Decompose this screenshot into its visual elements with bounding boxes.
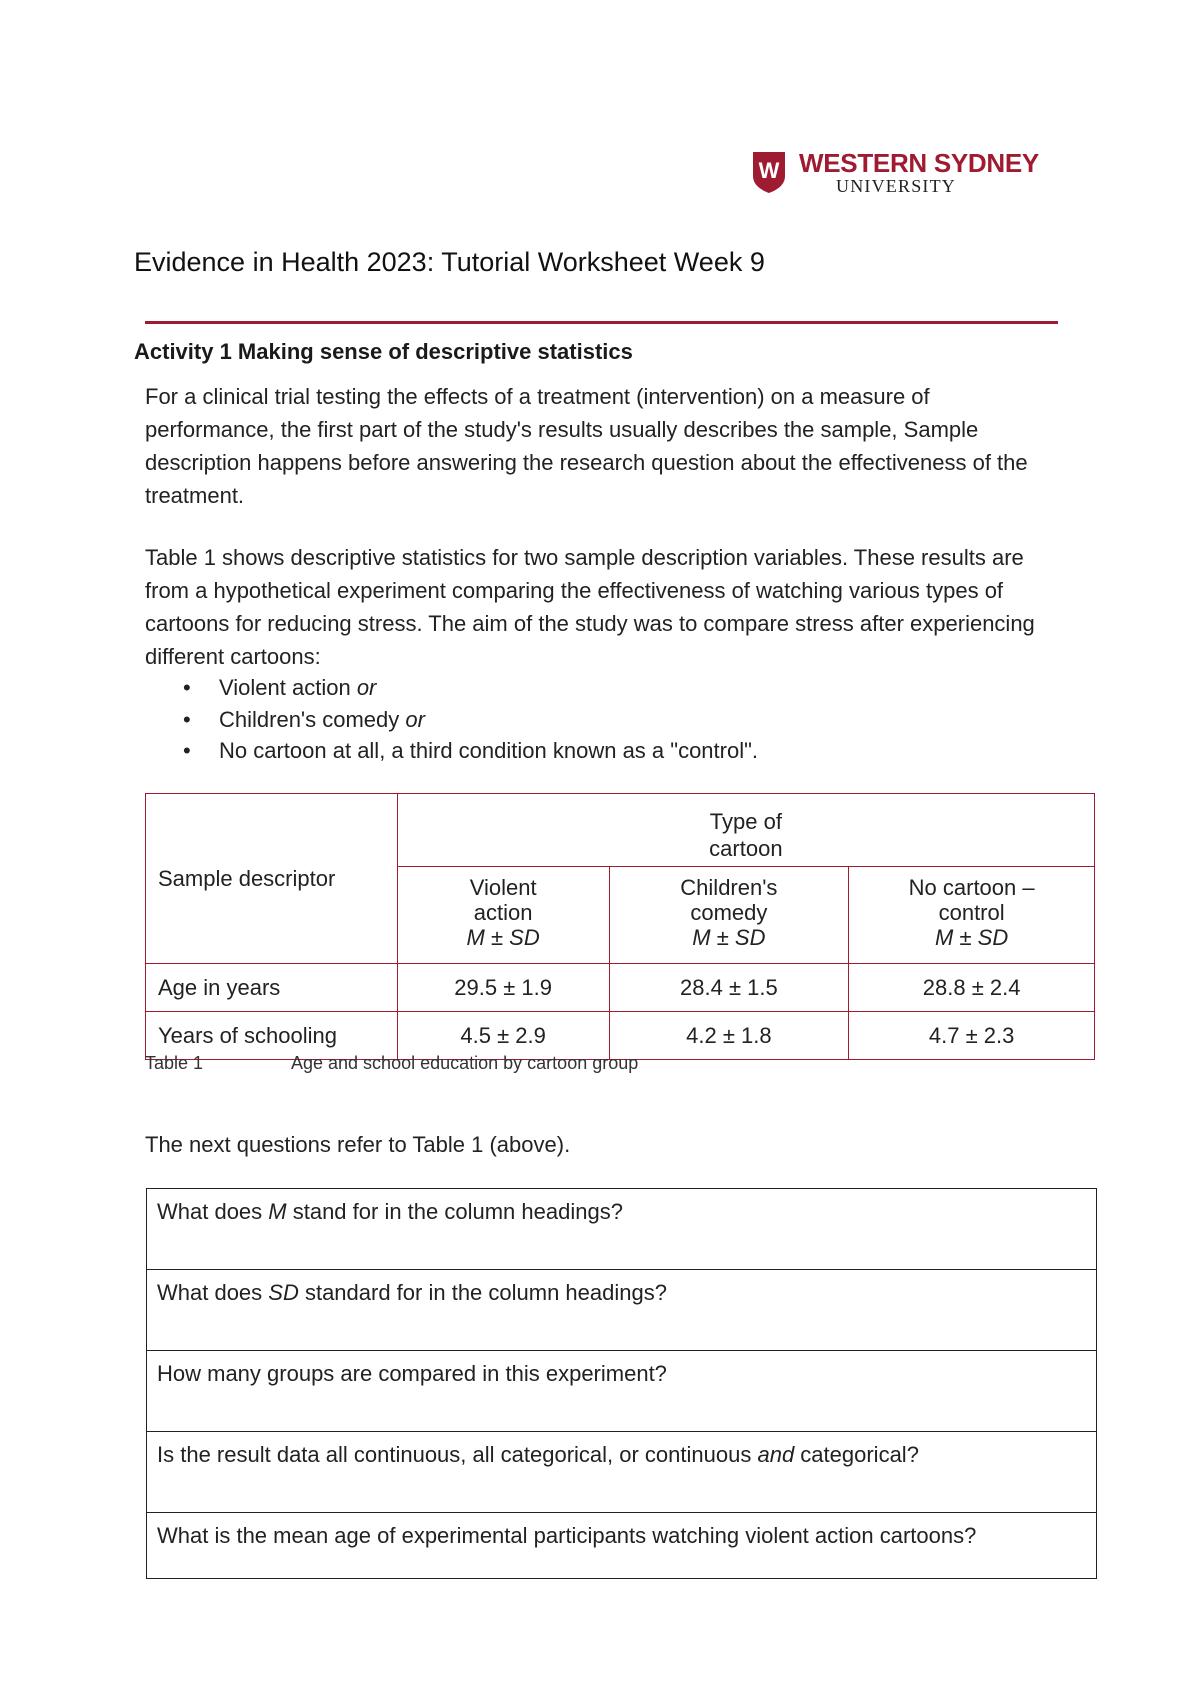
question-cell[interactable]: How many groups are compared in this experiment? [147, 1351, 1097, 1432]
logo-wordmark: WESTERN SYDNEY [799, 148, 1039, 178]
caption-label: Table 1 [145, 1053, 204, 1073]
table-cell: 29.5 ± 1.9 [397, 964, 609, 1012]
logo-subtitle: UNIVERSITY [836, 176, 956, 196]
question-cell[interactable]: What does M stand for in the column headings? [147, 1189, 1097, 1270]
row-label: Age in years [146, 964, 398, 1012]
university-logo [751, 150, 1039, 196]
question-cell[interactable]: What does SD standard for in the column headings? [147, 1270, 1097, 1351]
table-caption [145, 1053, 639, 1074]
column-header-comedy: Children's comedy M ± SD [609, 867, 849, 964]
table-row [147, 1351, 1097, 1432]
activity-heading: Activity 1 Making sense of descriptive statistics [134, 339, 633, 364]
table-row [147, 1513, 1097, 1579]
table-row [146, 964, 1095, 1012]
title-divider [145, 321, 1058, 324]
questions-intro: The next questions refer to Table 1 (above). [145, 1132, 571, 1157]
condition-list [145, 672, 758, 767]
table-row [147, 1432, 1097, 1513]
descriptor-header: Sample descriptor [146, 794, 398, 964]
table-row [147, 1270, 1097, 1351]
table-cell: 4.5 ± 2.9 [397, 1012, 609, 1060]
shield-icon [751, 150, 787, 194]
column-header-control: No cartoon – control M ± SD [849, 867, 1095, 964]
bullet-icon: • [183, 738, 191, 763]
list-item: • No cartoon at all, a third condition known as a "control". [145, 735, 758, 767]
table-cell: 28.8 ± 2.4 [849, 964, 1095, 1012]
page-title: Evidence in Health 2023: Tutorial Worksheet Week 9 [134, 247, 765, 277]
bullet-icon: • [183, 706, 191, 732]
table-description-paragraph: Table 1 shows descriptive statistics for two sample description variables. These results are from a hypothetical experiment comparing the effectiveness of watching various types of cartoons for reducing stress. The aim of the study was to compare stress after experiencing different cartoons: [145, 545, 1035, 669]
caption-text: Age and school education by cartoon group [291, 1053, 639, 1073]
questions-table [146, 1188, 1097, 1579]
list-item: • Children's comedy or [145, 704, 758, 736]
question-cell[interactable]: Is the result data all continuous, all categorical, or continuous and categorical? [147, 1432, 1097, 1513]
list-item: • Violent action or [145, 672, 758, 704]
column-header-violent: Violent action M ± SD [397, 867, 609, 964]
table-row [147, 1189, 1097, 1270]
table-cell: 4.7 ± 2.3 [849, 1012, 1095, 1060]
group-header: Type of cartoon [397, 794, 1094, 867]
svg-text:W: W [758, 158, 780, 183]
bullet-icon: • [183, 675, 191, 700]
table-cell: 4.2 ± 1.8 [609, 1012, 849, 1060]
row-label: Years of schooling [146, 1012, 398, 1060]
descriptive-statistics-table [145, 793, 1095, 1060]
question-cell[interactable]: What is the mean age of experimental participants watching violent action cartoons? [147, 1513, 1097, 1579]
intro-paragraph: For a clinical trial testing the effects of a treatment (intervention) on a measure of performance, the first part of the study's results usually describes the sample, Sample description happens before answering the research question about the effectiveness of the treatment. [145, 384, 1028, 508]
table-cell: 28.4 ± 1.5 [609, 964, 849, 1012]
